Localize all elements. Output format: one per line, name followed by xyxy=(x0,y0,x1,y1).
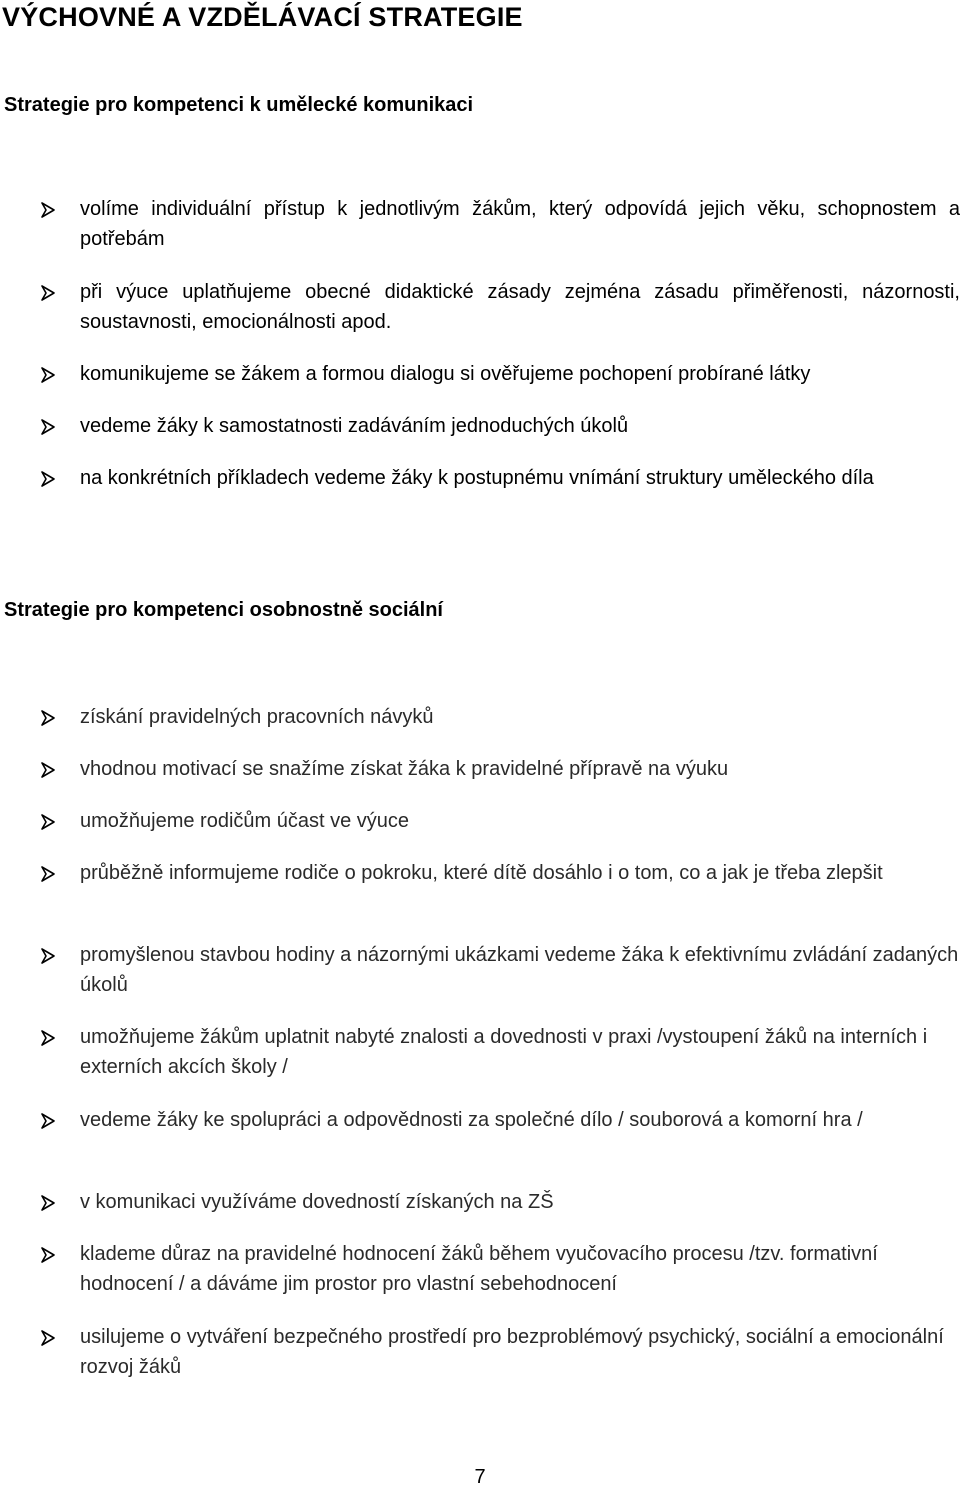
list-item-text: v komunikaci využíváme dovedností získaných na ZŠ xyxy=(80,1191,554,1213)
list-item xyxy=(0,806,960,836)
list-item xyxy=(0,411,960,441)
list-item-text: vedeme žáky ke spolupráci a odpovědnosti za společné dílo / souborová a komorní hra / xyxy=(80,1109,863,1131)
list-item xyxy=(0,754,960,784)
arrowhead-bullet-icon xyxy=(40,814,56,830)
list-item xyxy=(0,1022,960,1082)
list-item xyxy=(0,1187,960,1217)
arrowhead-bullet-icon xyxy=(40,1247,56,1263)
list-item xyxy=(0,463,960,493)
arrowhead-bullet-icon xyxy=(40,1330,56,1346)
list-item-text: získání pravidelných pracovních návyků xyxy=(80,706,434,728)
list-item-text: vedeme žáky k samostatnosti zadáváním jednoduchých úkolů xyxy=(80,415,629,437)
arrowhead-bullet-icon xyxy=(40,471,56,487)
list-item-text: usilujeme o vytváření bezpečného prostředí pro bezproblémový psychický, sociální a emocionální rozvoj žáků xyxy=(80,1326,944,1378)
list-item-text: vhodnou motivací se snažíme získat žáka k pravidelné přípravě na výuku xyxy=(80,758,729,780)
list-item-text: komunikujeme se žákem a formou dialogu si ověřujeme pochopení probírané látky xyxy=(80,363,811,385)
section-heading-artistic-communication: Strategie pro kompetenci k umělecké komunikaci xyxy=(4,94,474,116)
arrowhead-bullet-icon xyxy=(40,866,56,882)
arrowhead-bullet-icon xyxy=(40,710,56,726)
page-title: VÝCHOVNÉ A VZDĚLÁVACÍ STRATEGIE xyxy=(2,2,523,32)
arrowhead-bullet-icon xyxy=(40,948,56,964)
list-item xyxy=(0,1105,960,1135)
list-item-text: při výuce uplatňujeme obecné didaktické zásady zejména zásadu přiměřenosti, názornosti, soustavnosti, emocionálnosti apod. xyxy=(80,281,960,333)
list-item xyxy=(0,194,960,254)
list-item-text: promyšlenou stavbou hodiny a názornými ukázkami vedeme žáka k efektivnímu zvládání zadaných úkolů xyxy=(80,944,959,996)
arrowhead-bullet-icon xyxy=(40,1113,56,1129)
arrowhead-bullet-icon xyxy=(40,202,56,218)
list-item xyxy=(0,702,960,732)
page-number: 7 xyxy=(474,1466,486,1488)
arrowhead-bullet-icon xyxy=(40,419,56,435)
list-item-text: na konkrétních příkladech vedeme žáky k postupnému vnímání struktury uměleckého díla xyxy=(80,467,874,489)
arrowhead-bullet-icon xyxy=(40,762,56,778)
list-item-text: umožňujeme žákům uplatnit nabyté znalosti a dovednosti v praxi /vystoupení žáků na interních i externích akcích školy / xyxy=(80,1026,928,1078)
list-item-text: klademe důraz na pravidelné hodnocení žáků během vyučovacího procesu /tzv. formativní hodnocení / a dáváme jim prostor pro vlastní sebehodnocení xyxy=(80,1243,878,1295)
list-item xyxy=(0,1239,960,1299)
section-heading-personal-social: Strategie pro kompetenci osobnostně sociální xyxy=(4,599,443,621)
arrowhead-bullet-icon xyxy=(40,1030,56,1046)
list-item xyxy=(0,1322,960,1382)
list-item-text: volíme individuální přístup k jednotlivým žákům, který odpovídá jejich věku, schopnostem a potřebám xyxy=(80,198,960,250)
list-item xyxy=(0,359,960,389)
arrowhead-bullet-icon xyxy=(40,367,56,383)
list-item-text: umožňujeme rodičům účast ve výuce xyxy=(80,810,410,832)
arrowhead-bullet-icon xyxy=(40,1195,56,1211)
list-item xyxy=(0,858,960,888)
list-item xyxy=(0,940,960,1000)
list-item-text: průběžně informujeme rodiče o pokroku, které dítě dosáhlo i o tom, co a jak je třeba zlepšit xyxy=(80,862,883,884)
list-item xyxy=(0,277,960,337)
arrowhead-bullet-icon xyxy=(40,285,56,301)
